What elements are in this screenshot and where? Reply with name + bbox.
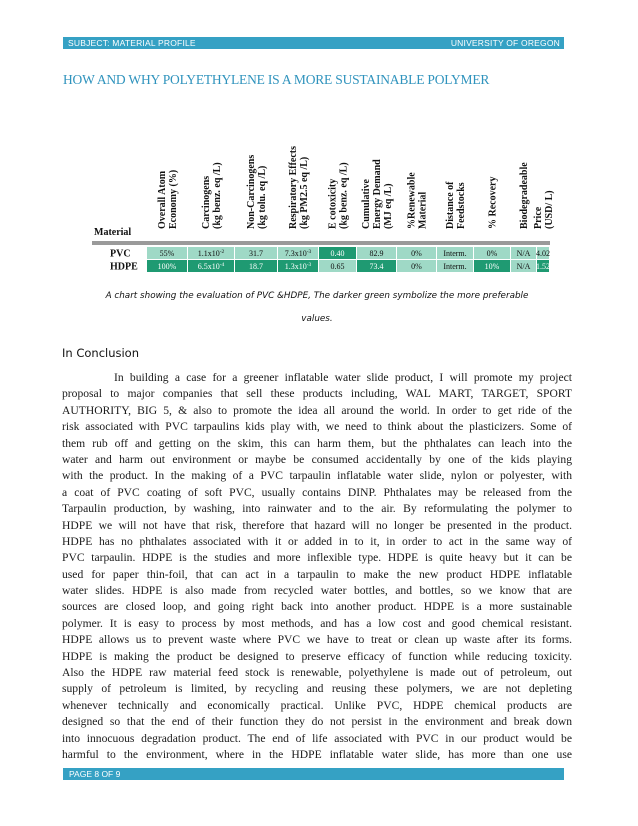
cell-value-text: 31.7 — [249, 249, 263, 258]
column-header: (USD/ L) — [544, 190, 555, 229]
body-line: HDPE is making the product be designed to preserve efficacy of function while reducing toxicity. — [62, 649, 572, 663]
cell-value — [536, 249, 550, 258]
body-line: In building a case for a greener inflatable water slide product, I will promote my project — [114, 371, 572, 384]
cell-value-text: 82.9 — [369, 249, 384, 258]
column-header: Material — [417, 191, 429, 229]
cell-value — [370, 249, 384, 258]
cell-value — [443, 262, 466, 271]
material-name: PVC — [110, 248, 131, 260]
column-header: Biodegradeable — [519, 162, 530, 229]
cell-value — [370, 262, 384, 271]
cell-exponent: -3 — [306, 249, 312, 255]
cell-value — [158, 262, 177, 271]
cell-value — [249, 249, 263, 258]
body-line: a coat of PVC coating of soft PVC, usually contains DINP. Phthalates may be released from the — [62, 485, 572, 499]
cell-value-text: 4.02 — [536, 249, 550, 258]
column-header: Distance of — [445, 181, 456, 229]
body-line: water slides. HDPE is also made from recycled water bottles, and bottles, so we know that are — [62, 584, 572, 598]
cell-value-text: 0% — [411, 249, 422, 258]
column-header: (kg benz. eq /L) — [212, 162, 223, 229]
header-subject: SUBJECT: MATERIAL PROFILE — [68, 38, 196, 48]
body-paragraph — [62, 370, 572, 763]
cell-value-text: N/A — [516, 249, 531, 258]
cell-value — [487, 249, 498, 258]
body-line: HDPE allows us to prevent waste where PVC we have to treat or clean up waste after its forms. — [62, 633, 572, 647]
body-line: sources are closed loop, and going right back into another product. HDPE is a more sustainable — [62, 600, 572, 614]
header-university: UNIVERSITY OF OREGON — [450, 38, 560, 48]
cell-value-text: 18.7 — [249, 262, 263, 271]
column-header: (kg benz. eq /L) — [338, 162, 350, 229]
material-name: HDPE — [110, 261, 138, 273]
column-header: Energy Demand — [372, 159, 383, 229]
cell-value-text: 0.40 — [330, 249, 345, 258]
column-header: E cotoxicity — [327, 178, 339, 229]
cell-value-text: Interm. — [443, 249, 467, 258]
footer-bar — [63, 768, 564, 780]
cell-value-text: 73.4 — [369, 262, 384, 271]
body-line: HDPE has no phthalates associated with it or added in to it, in order to act in the same way of — [62, 534, 572, 548]
cell-value — [331, 249, 345, 258]
cell-value — [485, 262, 500, 271]
cell-value — [331, 262, 345, 271]
cell-value — [160, 249, 175, 258]
column-header: Cumulative — [361, 179, 372, 229]
column-header: Non-Carcinogens — [246, 154, 257, 229]
cell-exponent: -3 — [306, 262, 312, 268]
body-line: Also the HDPE raw material feed stock is renewable, polyethylene is made out of petroleum, out — [62, 666, 572, 680]
cell-value — [517, 249, 531, 258]
cell-value-text: 0% — [411, 262, 422, 271]
cell-value-text: Interm. — [443, 262, 467, 271]
document-title: HOW AND WHY POLYETHYLENE IS A MORE SUSTAINABLE POLYMER — [63, 72, 490, 87]
body-line: used for paper thin-foil, that can act in a tarpaulin to make the new product HDPE inflatable — [62, 567, 572, 581]
cell-value-text: 1.1x10 — [197, 249, 220, 258]
cell-value — [411, 249, 422, 258]
column-header: Price — [533, 206, 544, 229]
cell-value-text: 10% — [484, 262, 500, 271]
body-line: supply of petroleum is limited, by recycling and reusing these polymers, we are not depleting — [62, 682, 572, 696]
body-line: with the product. In the making of a PVC tarpaulin inflatable water slide, nylon or polyester, with — [62, 469, 572, 483]
header-bar — [63, 37, 564, 49]
figure-caption-line-2: values. — [301, 314, 333, 324]
cell-value-text: 1.3x10 — [284, 262, 307, 271]
column-header: Feedstocks — [456, 182, 467, 229]
cell-value-text: 55% — [159, 249, 175, 258]
body-line: Tarpaulin production, by washing, into rainwater and to the air. By reformulating the polymer to — [62, 502, 572, 516]
column-header: % Recovery — [487, 176, 499, 229]
column-header: (MJ eq /L) — [383, 183, 394, 229]
page-number: PAGE 8 OF 9 — [69, 769, 121, 779]
body-line: designed so that the end of their function they do not persist in the environment and break down — [62, 715, 572, 729]
column-header: Economy (%) — [168, 169, 179, 229]
cell-exponent: -2 — [219, 249, 225, 255]
header-rule — [92, 241, 550, 245]
column-header: Carcinogens — [201, 175, 212, 229]
body-line: proposal to major companies that sell these products including, WAL MART, TARGET, SPORT — [62, 387, 572, 401]
cell-value — [249, 262, 263, 271]
body-line: whenever technically and economically practical. Unlike PVC, HDPE chemical products are — [62, 698, 572, 712]
cell-value — [536, 262, 550, 271]
body-line: PVC tarpaulin. HDPE is the studies and more inflexible type. HDPE is quite heavy but it can be — [62, 551, 572, 565]
body-line: polymer. It is easy to process by most methods, and has a low cost and good chemical resistant. — [62, 616, 572, 630]
body-line: harmful to the environment, where in the HDPE inflatable water slide, has more than one use — [62, 747, 572, 761]
body-line: into innocuous degradation product. The end of life associated with PVC in our product would be — [62, 731, 572, 745]
body-line: risk associated with PVC tarpaulins kids play with, we need to think about the plasticizers. Some of — [62, 420, 572, 434]
cell-value — [517, 262, 531, 271]
cell-value-text: 6.5x10 — [197, 262, 220, 271]
cell-value-text: 1.52 — [536, 262, 550, 271]
column-header: (kg tolu. eq /L) — [257, 165, 268, 229]
body-line: HDPE we will not have that risk, therefore that hazard will no longer be presented in the product. — [62, 518, 572, 532]
cell-value — [411, 262, 422, 271]
section-heading: In Conclusion — [62, 346, 140, 360]
cell-value-text: 0.65 — [330, 262, 345, 271]
body-line: water and harm out environment or maybe be consumed accidentally by one of the kids playing — [62, 452, 572, 466]
column-header: %Renewable — [406, 172, 418, 229]
cell-value-text: 7.3x10 — [284, 249, 307, 258]
cell-value-text: N/A — [516, 262, 531, 271]
comparison-table-figure — [92, 136, 555, 274]
body-line: them rub off and getting on the skim, this can harm them, but the phthalates can leach into the — [62, 436, 572, 450]
material-header: Material — [94, 227, 132, 238]
column-header: Respiratory Effects — [288, 145, 299, 229]
column-header: (kg PM2.5 eq /L) — [299, 156, 310, 229]
comparison-table — [92, 136, 555, 274]
cell-exponent: -4 — [219, 262, 225, 268]
figure-caption-line-1: A chart showing the evaluation of PVC &HDPE, The darker green symbolize the more preferable — [105, 291, 529, 301]
cell-value — [443, 249, 466, 258]
cell-value-text: 0% — [486, 249, 498, 258]
column-header: Overall Atom — [157, 170, 168, 229]
body-line: AUTHORITY, BIG 5, & also to promote the idea all around the world. In order to get ride of the — [62, 403, 572, 417]
cell-value-text: 100% — [157, 262, 177, 271]
